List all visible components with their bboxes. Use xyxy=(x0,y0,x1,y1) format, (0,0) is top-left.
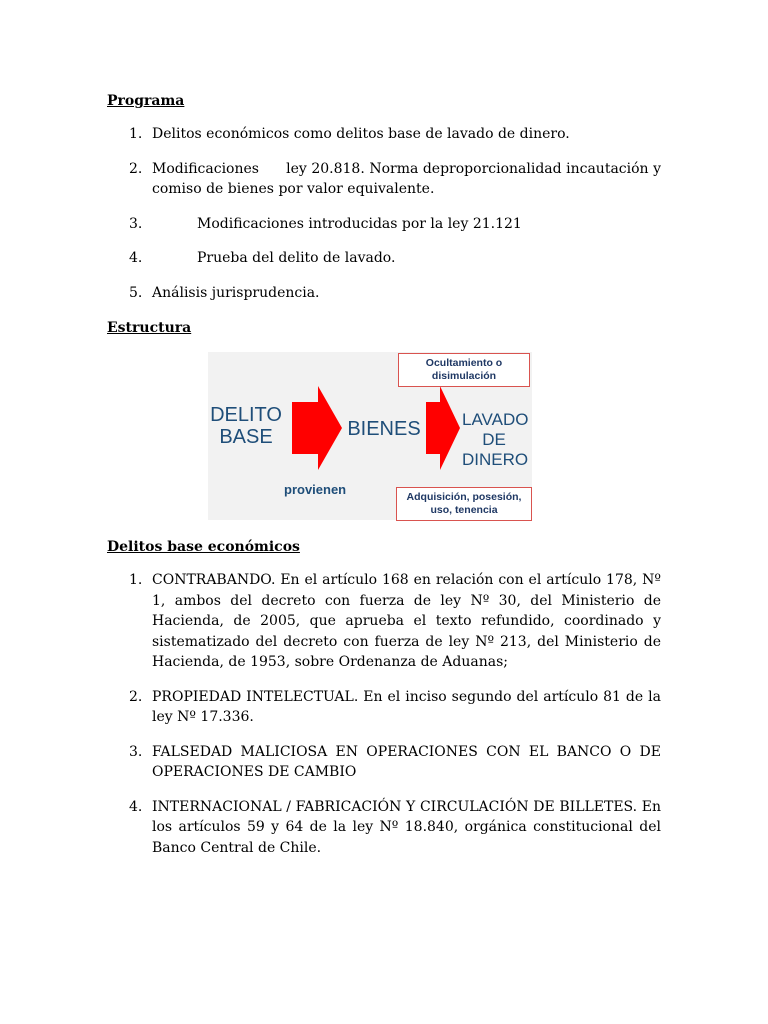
programa-heading: Programa xyxy=(107,93,185,109)
list-item: 4. INTERNACIONAL / FABRICACIÓN Y CIRCULACIÓN DE BILLETES. En los artículos 59 y 64 de la ley Nº 18.840, orgánica constitucional del Banco Central de Chile. xyxy=(129,798,661,856)
list-item: 2. Modificaciones ley 20.818. Norma deproporcionalidad incautación y comiso de bienes por valor equivalente. xyxy=(129,160,666,197)
estructura-diagram xyxy=(208,352,532,520)
list-item: 3. FALSEDAD MALICIOSA EN OPERACIONES CON EL BANCO O DE OPERACIONES DE CAMBIO xyxy=(129,743,661,780)
ocultamiento-box: Ocultamiento o disimulación xyxy=(398,353,530,387)
delitos-heading: Delitos base económicos xyxy=(107,539,300,555)
delitos-list xyxy=(107,570,661,858)
programa-list xyxy=(107,124,666,303)
delito-base-label: DELITO BASE xyxy=(210,404,282,448)
arrow-shape-2 xyxy=(426,386,460,470)
bienes-label: BIENES xyxy=(347,418,421,440)
list-item: 2. PROPIEDAD INTELECTUAL. En el inciso segundo del artículo 81 de la ley Nº 17.336. xyxy=(129,688,661,725)
list-item: 3. Modificaciones introducidas por la ley 21.121 xyxy=(129,215,522,232)
list-item: 4. Prueba del delito de lavado. xyxy=(129,250,396,266)
arrow-shape-1 xyxy=(292,386,342,470)
lavado-dinero-label: LAVADO DE DINERO xyxy=(462,410,529,469)
estructura-heading: Estructura xyxy=(107,320,192,336)
adquisicion-box: Adquisición, posesión, uso, tenencia xyxy=(396,487,532,521)
list-item: 1. Delitos económicos como delitos base de lavado de dinero. xyxy=(129,126,570,142)
list-item: 5. Análisis jurisprudencia. xyxy=(129,284,320,301)
provienen-label: provienen xyxy=(284,482,347,497)
list-item: 1. CONTRABANDO. En el artículo 168 en relación con el artículo 178, Nº 1, ambos del decreto con fuerza de ley Nº 30, del Ministerio de Hacienda, de 2005, que aprueba el texto refundido, coordinado y sistematizado del decreto con fuerza de ley Nº 213, del Ministerio de Hacienda, de 1953, sobre Ordenanza de Aduanas; xyxy=(129,572,661,670)
